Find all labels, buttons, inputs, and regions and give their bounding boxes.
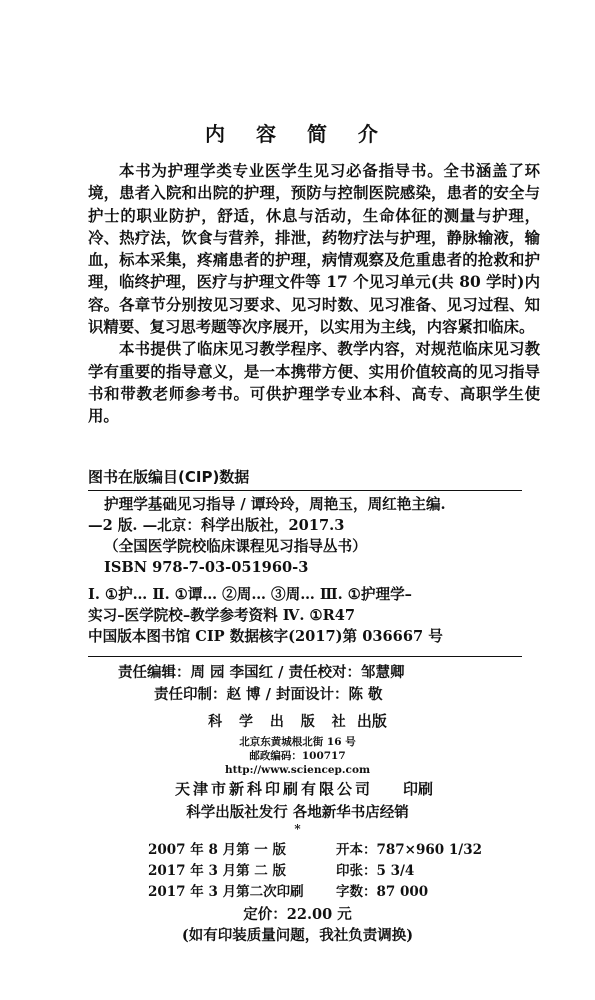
- edition-left: 2007 年 8 月第 一 版: [148, 842, 286, 858]
- intro-paragraph-1: 本书为护理学类专业医学生见习必备指导书。全书涵盖了环境，患者入院和出院的护理，预防与控制医院感染，患者的安全与护士的职业防护，舒适，休息与活动，生命体征的测量与护理，冷、热疗法，饮食与营养，排泄，药物疗法与护理，静脉输液，输血，标本采集，疼痛患者的护理，病情观察及危重患者的抢救和护理，临终护理，医疗与护理文件等 17 个见习单元(共 80 学时)内容。各章节分别按见习要求、见习时数、见习准备、见习过程、知识精要、复习思考题等次序展开，以实用为主线，内容紧扣临床。: [88, 162, 540, 337]
- credits: [118, 662, 405, 706]
- distribution-line: 科学出版社发行 各地新华书店经销: [186, 804, 409, 821]
- publisher-name: 科 学 出 版 社: [208, 714, 352, 730]
- quality-note: (如有印装质量问题，我社负责调换): [181, 927, 414, 944]
- edition-right: 字数：87 000: [336, 884, 429, 900]
- cip-title-line: 护理学基础见习指导 / 谭玲玲，周艳玉，周红艳主编.: [104, 496, 446, 513]
- page-title: 内 容 简 介: [205, 122, 390, 146]
- edition-row: [148, 861, 482, 882]
- cip-edition-line: —2 版. —北京：科学出版社，2017.3: [88, 517, 345, 534]
- cip-bottom-rule: [88, 656, 522, 657]
- credits-line-2: 责任印制：赵 博 / 封面设计：陈 敬: [154, 686, 383, 703]
- edition-row: [148, 840, 482, 861]
- edition-left: 2017 年 3 月第 二 版: [148, 863, 286, 879]
- cip-heading-block: [88, 466, 540, 488]
- printer-line: [175, 778, 433, 799]
- credits-line-1: 责任编辑：周 园 李国红 / 责任校对：邹慧卿: [118, 664, 405, 681]
- printer-action: 印刷: [403, 780, 434, 798]
- edition-left: 2017 年 3 月第二次印刷: [148, 884, 304, 900]
- edition-right: 印张：5 3/4: [336, 863, 415, 879]
- cip-classification-1: Ⅰ. ①护… Ⅱ. ①谭… ②周… ③周… Ⅲ. ①护理学–: [88, 586, 412, 603]
- star-divider: *: [294, 822, 301, 836]
- edition-row: [148, 882, 482, 903]
- publisher-website: http://www.sciencep.com: [224, 764, 371, 776]
- cip-isbn: ISBN 978-7-03-051960-3: [104, 559, 309, 576]
- publisher-address: 北京东黄城根北街 16 号: [239, 736, 356, 748]
- introduction: [88, 160, 540, 428]
- publisher-postcode: 邮政编码：100717: [249, 750, 346, 762]
- edition-right: 开本：787×960 1/32: [336, 842, 482, 858]
- publisher-line: [0, 710, 595, 731]
- cip-top-rule: [88, 490, 522, 491]
- intro-paragraph-2: 本书提供了临床见习教学程序、教学内容，对规范临床见习教学有重要的指导意义，是一本携带方便、实用价值较高的见习指导书和带教老师参考书。可供护理学专业本科、高专、高职学生使用。: [88, 340, 540, 426]
- cip-classification-2: 实习–医学院校–教学参考资料 Ⅳ. ①R47: [88, 607, 356, 624]
- publisher-address-block: [0, 735, 595, 777]
- cip-data: [88, 494, 540, 647]
- cip-catalog-number: 中国版本图书馆 CIP 数据核字(2017)第 036667 号: [88, 628, 443, 645]
- edition-info: [148, 840, 482, 903]
- publisher-suffix: 出版: [356, 712, 387, 730]
- cip-series-line: （全国医学院校临床课程见习指导丛书）: [104, 538, 367, 555]
- printer-name: 天津市新科印刷有限公司: [175, 780, 374, 798]
- price: 定价：22.00 元: [243, 906, 352, 923]
- cip-heading: 图书在版编目(CIP)数据: [88, 468, 250, 486]
